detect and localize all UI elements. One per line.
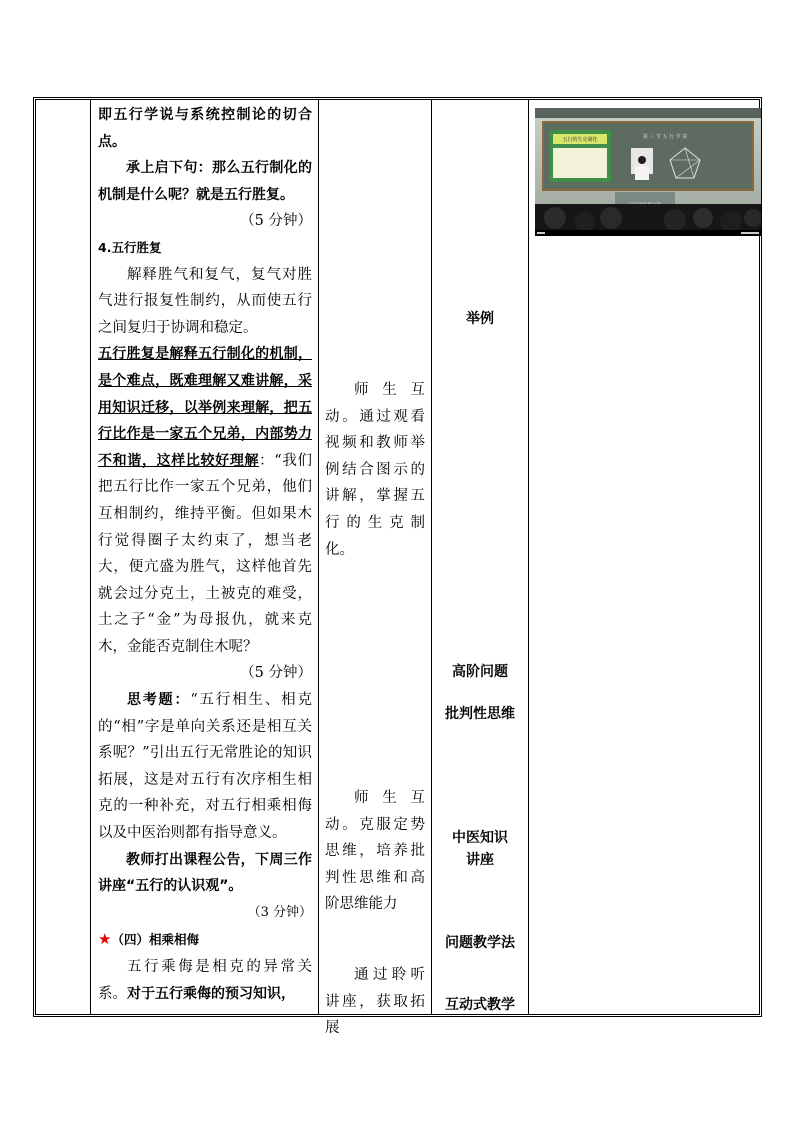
paragraph-transition: 承上启下句：那么五行制化的机制是什么呢？就是五行胜复。 [98,160,312,203]
classroom-video-still [535,108,761,236]
column-divider [528,99,529,1015]
time-note: （3 分钟） [247,904,312,920]
star-icon: ★ [98,930,112,949]
paragraph-cutting-point: 即五行学说与系统控制论的切合点。 [98,107,312,150]
teaching-content-column [98,102,312,1007]
method-problem-based: 问题教学法 [445,935,515,951]
svg-text:第 三 节 五 行 学 说: 第 三 节 五 行 学 说 [642,134,688,140]
svg-text:五行的生克制化: 五行的生克制化 [562,137,598,143]
classroom-image [535,108,761,236]
paragraph-chengwu: 五行乘侮是相克的异常关系。对于五行乘侮的预习知识， [98,959,312,1002]
column-divider [90,99,91,1015]
method-example: 举例 [466,311,494,327]
section-heading-chengwu: ★（四）相乘相侮 [98,930,199,949]
paragraph-course-notice: 教师打出课程公告，下周三作讲座“五行的认识观”。 [98,851,312,895]
activity-note-1: 师生互动。通过观看视频和教师举例结合图示的讲解，掌握五行的生克制化。 [325,382,425,558]
time-note: （5 分钟） [240,213,312,230]
paragraph-example: 五行胜复是解释五行制化的机制，是个难点，既难理解又难讲解，采用知识迁移，以举例来理解，把五行比作是一家五个兄弟，内部势力不和谐，这样比较好理解：“我们把五行比作一家五个兄弟，他们互相制约，维持平衡。但如果木行觉得圈子太约束了，想当老大，便亢盛为胜气，这样他首先就会过分克土，土被克的难受，土之子“金”为母报仇，就来克木，金能否克制住木呢？ [98,346,312,655]
paragraph-question: 思考题：“五行相生、相克的“相”字是单向关系还是相互关系呢？”引出五行无常胜论的知识拓展，这是对五行有次序相生相克的一种补充，对五行相乘相侮以及中医治则都有指导意义。 [98,692,313,842]
column-divider [431,99,432,1015]
method-critical-thinking: 批判性思维 [445,706,515,722]
column-divider [318,99,319,1015]
method-tcm-lecture: 中医知识 讲座 [452,830,508,868]
activity-note-3: 通过聆听讲座，获取拓展 [325,967,425,1037]
method-interactive: 互动式教学 [445,997,515,1013]
activity-note-2: 师生互动。克服定势思维，培养批判性思维和高阶思维能力 [325,790,425,913]
method-higher-order-question: 高阶问题 [452,664,508,680]
section-heading-wuxing-shengfu: 4.五行胜复 [98,239,162,255]
paragraph-shengfu-explain: 解释胜气和复气，复气对胜气进行报复性制约，从而使五行之间复归于协调和稳定。 [98,266,312,336]
time-note: （5 分钟） [240,665,312,682]
